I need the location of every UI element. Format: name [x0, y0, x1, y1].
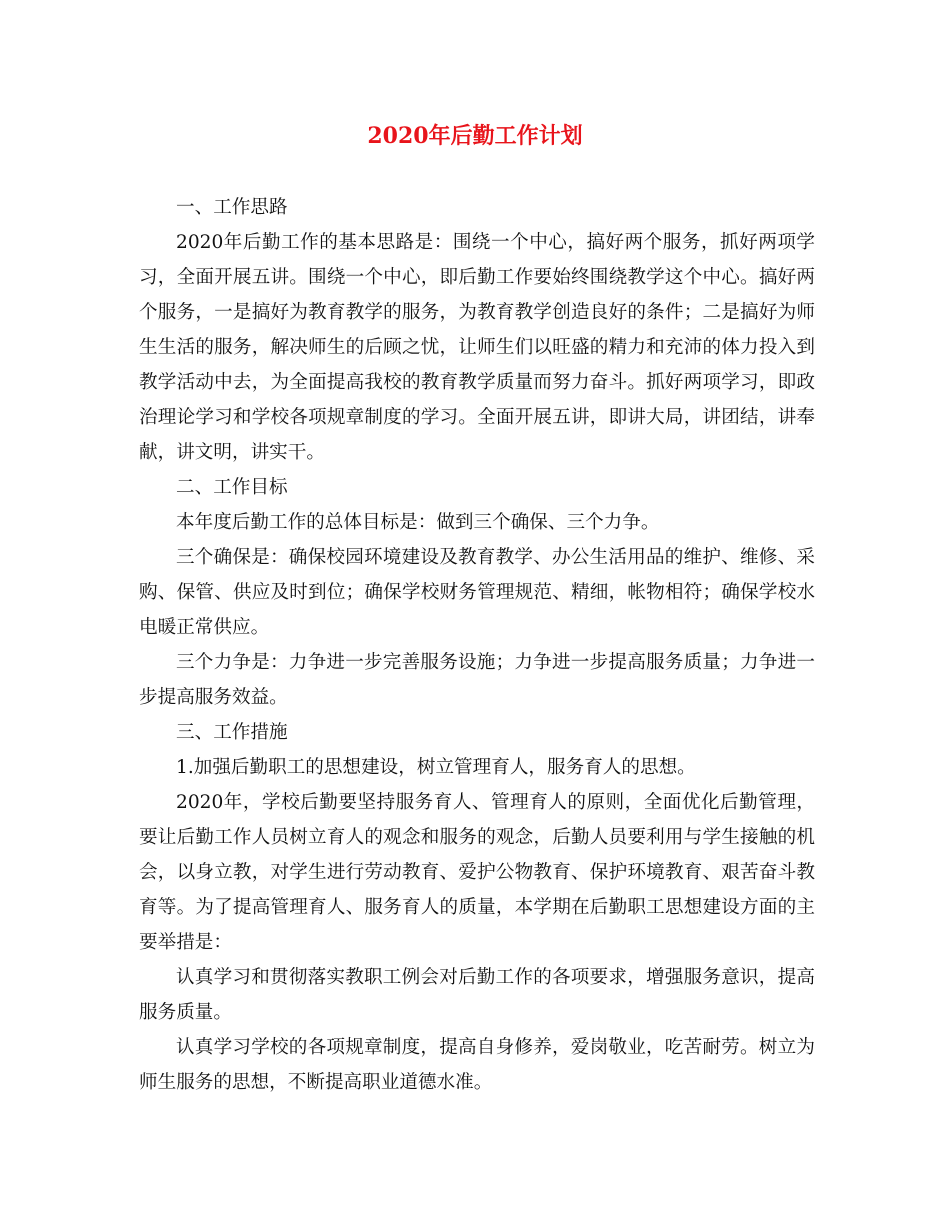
section-heading-3: 三、工作措施 — [176, 722, 288, 743]
paragraph: 认真学习学校的各项规章制度，提高自身修养，爱岗敬业，吃苦耐劳。树立为师生服务的思想，不断提高职业道德水准。 — [139, 1037, 815, 1093]
document-body — [139, 190, 815, 1100]
section-heading-2: 二、工作目标 — [176, 477, 288, 498]
paragraph: 本年度后勤工作的总体目标是：做到三个确保、三个力争。 — [176, 512, 660, 533]
section-heading-1: 一、工作思路 — [176, 197, 288, 218]
paragraph: 三个力争是：力争进一步完善服务设施；力争进一步提高服务质量；力争进一步提高服务效益。 — [139, 652, 815, 708]
paragraph: 认真学习和贯彻落实教职工例会对后勤工作的各项要求，增强服务意识，提高服务质量。 — [139, 967, 815, 1023]
document-title: 2020年后勤工作计划 — [367, 123, 583, 149]
paragraph: 三个确保是：确保校园环境建设及教育教学、办公生活用品的维护、维修、采购、保管、供应及时到位；确保学校财务管理规范、精细，帐物相符；确保学校水电暖正常供应。 — [139, 547, 815, 638]
paragraph: 2020年，学校后勤要坚持服务育人、管理育人的原则，全面优化后勤管理，要让后勤工作人员树立育人的观念和服务的观念，后勤人员要利用与学生接触的机会，以身立教，对学生进行劳动教育、爱护公物教育、保护环境教育、艰苦奋斗教育等。为了提高管理育人、服务育人的质量，本学期在后勤职工思想建设方面的主要举措是： — [139, 792, 815, 953]
paragraph: 2020年后勤工作的基本思路是：围绕一个中心，搞好两个服务，抓好两项学习，全面开展五讲。围绕一个中心，即后勤工作要始终围绕教学这个中心。搞好两个服务，一是搞好为教育教学的服务，为教育教学创造良好的条件；二是搞好为师生生活的服务，解决师生的后顾之忧，让师生们以旺盛的精力和充沛的体力投入到教学活动中去，为全面提高我校的教育教学质量而努力奋斗。抓好两项学习，即政治理论学习和学校各项规章制度的学习。全面开展五讲，即讲大局，讲团结，讲奉献，讲文明，讲实干。 — [139, 232, 815, 463]
subsection-heading: 1.加强后勤职工的思想建设，树立管理育人，服务育人的思想。 — [176, 757, 696, 778]
